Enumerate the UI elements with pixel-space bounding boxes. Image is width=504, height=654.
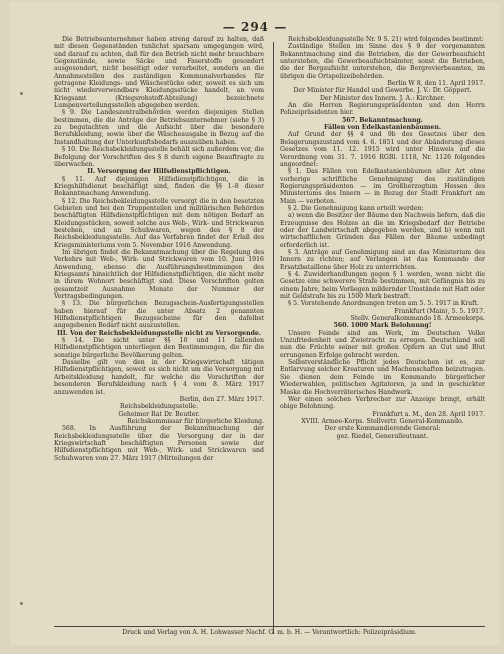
body-paragraph: § 13. Die bürgerlichen Bezugsschein-Ausfertigungsstellen haben hierauf für die unter Absatz 2 genannten Hilfsdienstpflichtigen Bezugsscheine für den dafelbst angegebenen Bedarf nicht auszustellen. [54,300,264,330]
body-paragraph: § 12. Die Reichsbekleidungsstelle versorgt die in den besetzten Gebieten und bei den Truppenteilen und militärischen Behörden beschäftigten Hilfsdienstpflichtigen mit dem nötigen Bedarf an Kleidungsstücken, soweit solche aus Web-, Wirk- und Strickwaren bestehen, und an Schuhwaren, wegen des § 8 der Reichsbekleidungsstelle. Auf das Verfahren findet der Erlaß des Kriegsministeriums vom 5. November 1916 Anwendung. [54,197,264,249]
body-paragraph: Selbstverständliche Pflicht jedes Deutschen ist es, zur Entlarvung solcher Kreaturen und Machenschaften beizutragen. Sie dienen dem Feinde im Kommando bürgerlicher Wiederwahlen, politischen Agitatoren, ja und in geschickter Maske die Hochverräterisches Handwerk. [280,359,485,396]
signature-line: Geheimer Rat Dr. Beutler. [118,410,200,418]
section-heading: 560. 1000 Mark Belohnung! [333,322,432,330]
imprint-footer: Druck und Verlag von A. H. Lohwasser Nachf. G. m. b. H. — Verantwortlich: Polizeipräsidium. [54,626,485,637]
signature-line: Frankfurt a. M., den 28. April 1917. [372,410,485,418]
body-paragraph: § 10. Die Reichsbekleidungsstelle behält sich außerdem vor, die Befolgung der Vorschriften des § 8 durch eigene Beauftragte zu überwachen. [54,146,264,168]
section-heading: III. Von der Reichsbekleidungsstelle nicht zu Versorgende. [56,329,262,337]
signature-line: XVIII. Armee-Korps. Stellvertr. General-Kommando. [301,417,464,425]
body-paragraph: Dasselbe gilt von den in der Kriegswirtschaft tätigen Hilfsdienstpflichtigen, soweit es sich nicht um die Versorgung mit Arbeitskleidung handelt, für welche die Vorschriften der besonderen Berufskleidung nach § 4 vom 8. März 1917 anzuwenden ist. [54,359,264,396]
page-number: — 294 — [222,20,288,34]
body-paragraph: Die Betriebsunternehmer haben streng darauf zu halten, daß mit diesen Gegenständen tunlichst sparsam umgegangen wird, und darauf zu achten, daß für den Betrieb nicht mehr brauchbare Gegenstände, sowie Säcke und Faserstoffe gesondert ausgesondert, nicht beseitigt oder verarbeitet, sondern an die Annahmestellen des zuständigen Kommunalverbandes für getragene Kleidungs- und Wäschestücke oder, soweit es sich um nicht wiederverwendbare Kleidungsstücke handelt, an vom Kriegsamt (Kriegsrohstoff-Abteilung) bezeichnete Lumpenverteilungsstellen abgegeben werden. [54,36,264,110]
section-heading: II. Versorgung der Hilfsdienstpflichtigen. [87,168,231,176]
body-paragraph: Unsere Feinde sind am Werk, im Deutschen Volke Unzufriedenheit und Zwietracht zu erregen. Deutschland soll nun die Früchte seiner mit großen Opfern an Gut und Blut errungenen Erfolge gebracht werden. [280,329,485,359]
binding-hole [20,602,23,605]
body-paragraph: § 4. Zuwiderhandlungen gegen § 1 werden, wenn nicht die Gesetze eine schwerere Strafe bestimmen, mit Gefängnis bis zu einem Jahre, beim Vorliegen mildernder Umstände mit Haft oder mit Geldstrafe bis zu 1500 Mark bestraft. [280,271,485,301]
body-paragraph: Auf Grund der §§ 4 und 9b des Gesetzes über den Belagerungszustand vom 4. 6. 1851 und der Abänderung dieses Gesetzes vom 11. 12. 1915 wird unter Hinweis auf die Verordnung vom 31. 7. 1916 RGBl. 1118, Nr. 1126 folgendes angeordnet: [280,131,485,168]
section-heading: Fällen von Edelkastanienbäumen. [324,124,441,132]
signature-line: Der Minister für Handel und Gewerbe. J. V.: Dr. Göppert. [293,87,472,95]
body-paragraph: Wer einen solchen Verbrecher zur Anzeige bringt, erhält obige Belohnung. [280,395,485,411]
signature-line: Berlin W 8, den 11. April 1917. [387,80,485,88]
signature-line: Der erste Kommandierende General: [324,425,441,433]
body-paragraph: Reichsbekleidungsstelle Nr. 9 S. 21) wird folgendes bestimmt: [288,36,484,43]
body-paragraph: 568. In Ausführung der Bekanntmachung der Reichsbekleidungsstelle über die Versorgung der in der Kriegswirtschaft beschäftigten Personen sowie der Hilfsdienstpflichtigen mit Web-, Wirk- und Strickwaren und Schuhwaren vom 27. März 1917 (Mitteilungen der [54,425,264,462]
signature-line: Reichsbekleidungsstelle. [120,403,198,411]
signature-line: Reichskommissar für bürgerliche Kleidung. [127,417,264,425]
section-heading: 567. Bekanntmachung. [342,116,423,124]
signature-line: Frankfurt (Main), 5. 5. 1917. [394,307,485,315]
left-column [54,36,264,462]
body-paragraph: § 9. Die Landeszentralbehörden werden diejenigen Stellen bestimmen, die die Anträge der Betriebsunternehmer (siehe § 3) zu begutachten und die Aufsicht über die besondere Berufskleidung, sowie über die Wäscheausgabe in Bezug auf die Instandhaltung der Unterkunftsbedarfs auszuüben haben. [54,109,264,146]
body-paragraph: An die Herren Regierungspräsidenten und den Herrn Polizeipräsidenten hier. [280,102,485,117]
right-column [280,36,485,440]
signature-line: Berlin, den 27. März 1917. [179,395,264,403]
body-paragraph: § 5. Vorstehende Anordnungen treten am 5. 5. 1917 in Kraft. [288,300,479,308]
body-paragraph: § 2. Die Genehmigung kann erteilt werden: [288,204,424,212]
body-paragraph: Im übrigen findet die Bekanntmachung über die Regelung des Verkehrs mit Web-, Wirk- und Strickwaren vom 10. Juni 1916 Anwendung, ebenso die Ausführungsbestimmungen des Kriegsamts hinsichtlich der Hilfsdienstpflichtigen, die nicht mehr in ihrem Wohnort beschäftigt sind. Diese Vorschriften gelten gesamtzeit Ausnahme Monate der Nummer der Vertragsbedingungen. [54,248,264,301]
body-paragraph: Zuständige Stellen im Sinne des § 9 der vorgenannten Bekanntmachung sind die Betrieben, die der Gewerbeaufsicht unterstehen, die Gewerbeaufsichtsämter, sonst die Betrieben, die der Bergaufsicht unterstehen, die Bergrevierbeamten, im übrigen die Ortspolizeibehörden. [280,43,485,80]
column-divider [273,42,274,634]
binding-hole [20,92,23,95]
body-paragraph: § 11. Auf diejenigen Hilfsdienstpflichtigen, die in Kriegshilfsdienst beschäftigt sind, finden die §§ 1–8 dieser Bekanntmachung Anwendung. [54,175,264,198]
signature-line: Stellv. Generalkommando 18. Armeekorps. [350,315,485,323]
body-paragraph: § 1. Das Fällen von Edelkastanienbäumen aller Art ohne vorherige schriftliche Genehmigung des zuständigen Regierungspräsidenten — im Großherzogtum Hessen des Ministeriums des Innern — in Bezug der Stadt Frankfurt am Main — verboten. [280,168,485,205]
signature-line: gez. Riedel, Generalleutnant. [336,432,429,440]
body-paragraph: § 14. Die nicht unter §§ 10 und 11 fallenden Hilfsdienstpflichtigen unterliegen den Bestimmungen, die für die sonstige bürgerliche Bevölkerung gelten. [54,337,264,359]
signature-line: Der Minister des Innern. J. A.: Kirchner. [319,94,446,102]
gazette-page [10,2,500,645]
body-paragraph: § 3. Anträge auf Genehmigung sind an das Ministerium des Innern zu richten; auf Verlangen ist das Kommando der Ersatzbataillone über Holz zu unterrichten. [280,248,485,271]
body-paragraph: a) wenn die Besitzer der Bäume den Nachweis liefern, daß die Erzeugnisse des Holzes an die im Kriegsbedarf der Betriebe oder der Landwirtschaft abgegeben werden, und b) wenn mit wirtschaftlichen Gründen das Fällen der Bäume unbedingt erforderlich ist. [280,212,485,249]
